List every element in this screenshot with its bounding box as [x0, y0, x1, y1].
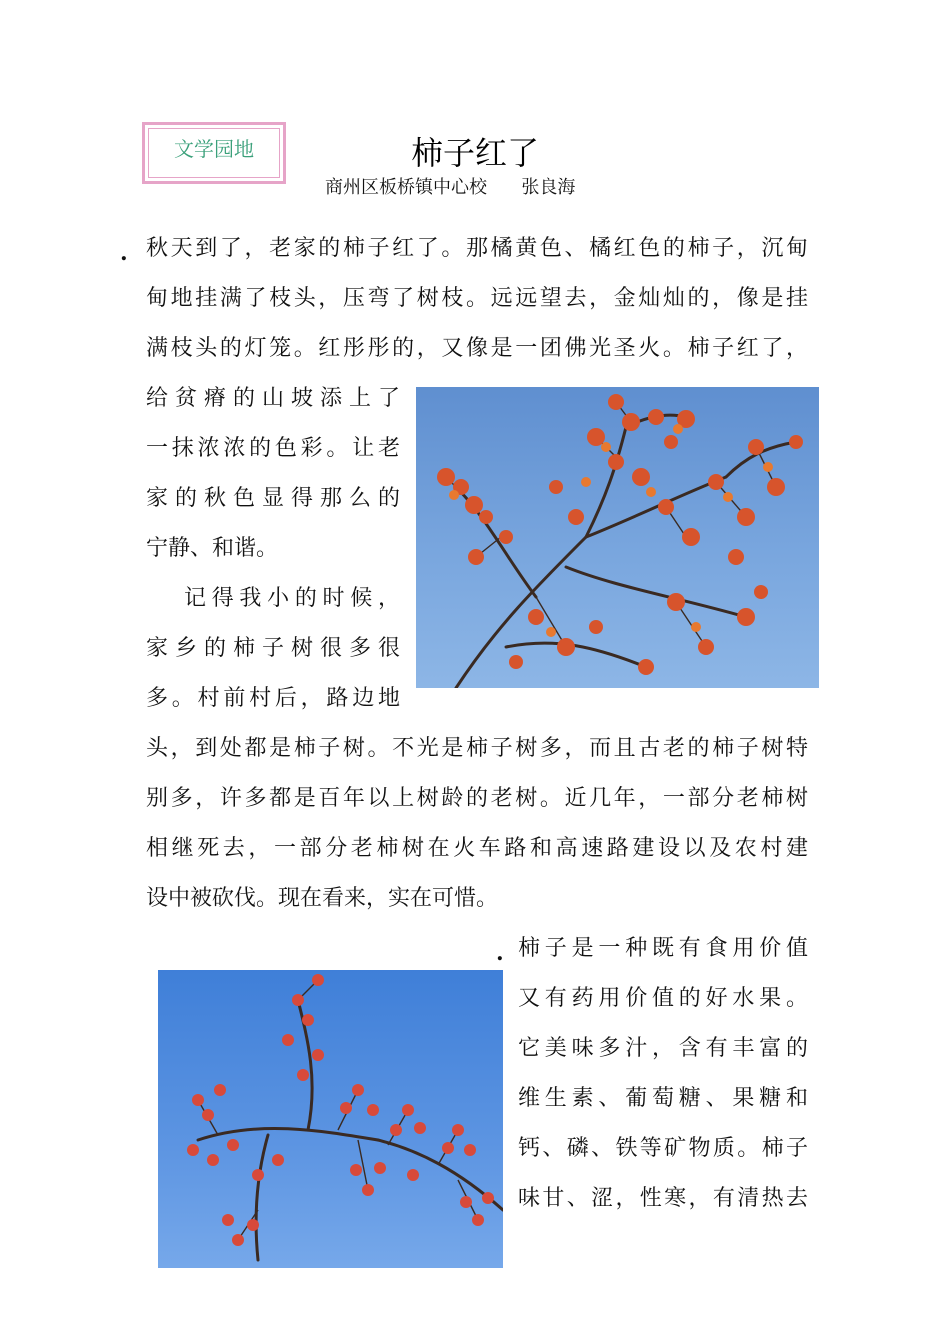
text-line: 别多，许多都是百年以上树龄的老树。近几年，一部分老柿树 — [146, 786, 808, 811]
text-line: 味甘、涩，性寒，有清热去 — [518, 1186, 808, 1211]
text-line: 家的秋色显得那么的 — [146, 486, 400, 511]
persimmon-tree-photo — [416, 387, 819, 688]
text-line: 钙、磷、铁等矿物质。柿子 — [518, 1136, 808, 1161]
text-line: 宁静、和谐。 — [146, 536, 279, 561]
text-line: 给贫瘠的山坡添上了 — [146, 386, 400, 411]
text-line: 记得我小的时候， — [184, 586, 400, 611]
text-line: 头，到处都是柿子树。不光是柿子树多，而且古老的柿子树特 — [146, 736, 808, 761]
text-line: 设中被砍伐。现在看来，实在可惜。 — [146, 886, 499, 911]
paragraph-marker: . — [496, 940, 504, 966]
text-line: 家乡的柿子树很多很 — [146, 636, 400, 661]
text-line: 柿子是一种既有食用价值 — [518, 936, 808, 961]
column-badge — [142, 122, 286, 184]
article-byline: 商州区板桥镇中心校 张良海 — [325, 177, 576, 198]
paragraph-marker: . — [120, 240, 128, 266]
badge-label: 文学园地 — [174, 137, 254, 161]
text-line: 维生素、葡萄糖、果糖和 — [518, 1086, 808, 1111]
text-line: 又有药用价值的好水果。 — [518, 986, 808, 1011]
text-line: 它美味多汁，含有丰富的 — [518, 1036, 808, 1061]
article-title: 柿子红了 — [410, 134, 539, 172]
text-line: 多。村前村后，路边地 — [146, 686, 400, 711]
text-line: 秋天到了，老家的柿子红了。那橘黄色、橘红色的柿子，沉甸 — [146, 236, 808, 261]
persimmon-branch-photo — [158, 970, 503, 1268]
text-line: 甸地挂满了枝头，压弯了树枝。远远望去，金灿灿的，像是挂 — [146, 286, 808, 311]
text-line: 一抹浓浓的色彩。让老 — [146, 436, 400, 461]
text-line: 满枝头的灯笼。红彤彤的，又像是一团佛光圣火。柿子红了， — [146, 336, 808, 361]
text-line: 相继死去，一部分老柿树在火车路和高速路建设以及农村建 — [146, 836, 808, 861]
